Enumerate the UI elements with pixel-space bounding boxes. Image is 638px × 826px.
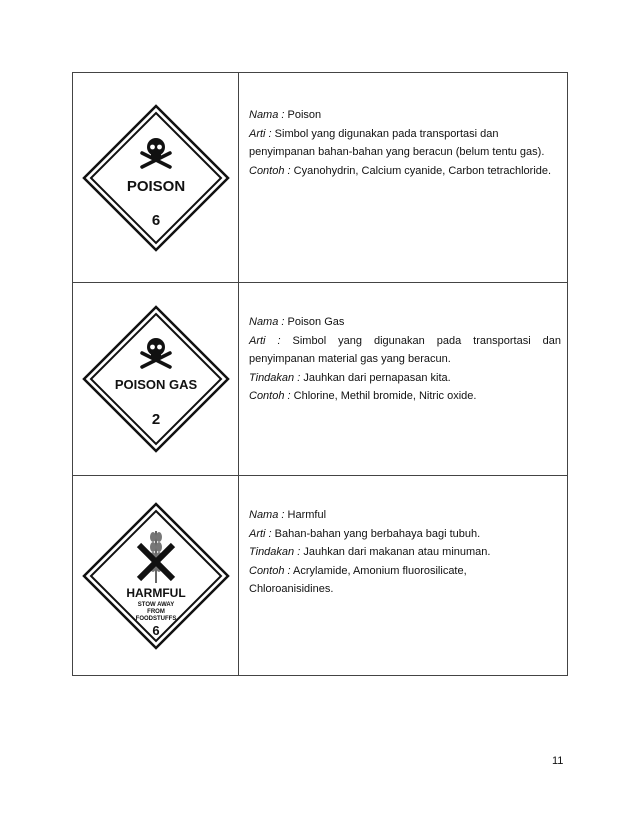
poison-placard [81, 103, 231, 253]
nama-line: Nama : Harmful [249, 509, 327, 521]
image-cell [73, 283, 239, 475]
arti-line: Arti : Simbol yang digunakan pada transportasi dan [249, 334, 561, 347]
table-row [73, 73, 567, 283]
nama-line: Nama : Poison [249, 109, 322, 121]
contoh-line: Contoh : Acrylamide, Amonium fluorosilicate, [249, 564, 467, 577]
tindakan-line: Tindakan : Jauhkan dari makanan atau minuman. [249, 546, 491, 558]
nama-line: Nama : Poison Gas [249, 316, 345, 328]
poison-gas-placard [81, 304, 231, 454]
image-cell [73, 476, 239, 675]
placard-class-number: 2 [151, 411, 160, 428]
contoh-line: Contoh : Cyanohydrin, Calcium cyanide, Carbon tetrachloride. [249, 164, 552, 177]
placard-title: POISON GAS [114, 377, 197, 392]
arti-line-2: penyimpanan bahan-bahan yang beracun (belum tentu gas). [249, 146, 545, 158]
image-cell [73, 73, 239, 282]
page-number: 11 [552, 755, 564, 767]
contoh-line: Contoh : Chlorine, Methil bromide, Nitric oxide. [249, 390, 477, 402]
placard-class-number: 6 [151, 622, 160, 638]
placard-subtitle-1: STOW AWAY [137, 601, 174, 608]
harmful-placard [81, 501, 231, 651]
arti-line: Arti : Bahan-bahan yang berbahaya bagi tubuh. [249, 527, 481, 540]
description-cell [239, 476, 567, 675]
hazard-symbol-table [72, 72, 568, 676]
description-cell [239, 73, 567, 282]
placard-class-number: 6 [151, 211, 160, 229]
table-row [73, 476, 567, 675]
placard-title: POISON [126, 177, 185, 195]
tindakan-line: Tindakan : Jauhkan dari pernapasan kita. [249, 371, 451, 384]
arti-line: Arti : Simbol yang digunakan pada transportasi dan [249, 127, 499, 140]
placard-subtitle-3: FOODSTUFFS [135, 615, 176, 622]
arti-line-2: penyimpanan material gas yang beracun. [249, 353, 451, 365]
description-cell [239, 283, 567, 475]
contoh-line-2: Chloroanisidines. [249, 583, 334, 595]
table-row [73, 283, 567, 476]
placard-subtitle-2: FROM [146, 608, 165, 615]
placard-title: HARMFUL [125, 585, 186, 600]
